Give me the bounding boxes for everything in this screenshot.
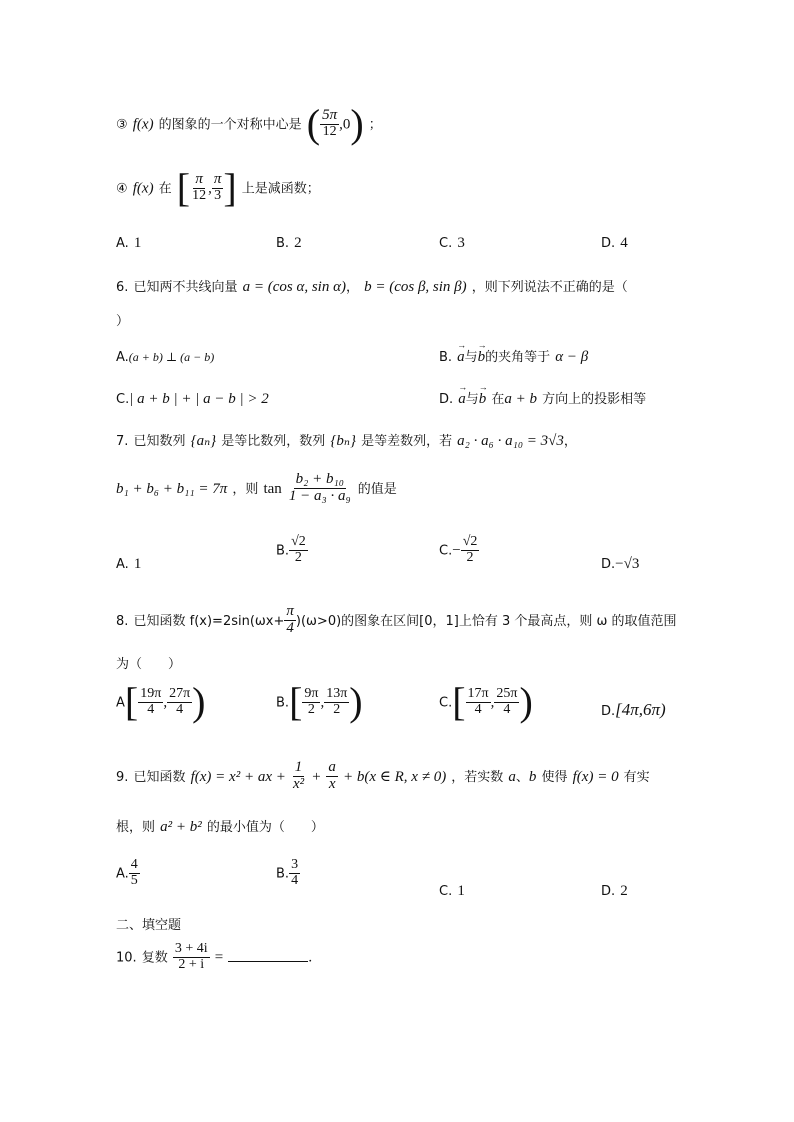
q5-option-b[interactable]: B. 2 <box>276 235 302 251</box>
q5-option-c[interactable]: C. 3 <box>439 235 465 251</box>
point-tail: ,0 <box>339 116 351 133</box>
section-title: 二、填空题 <box>116 918 182 933</box>
q6-text1: 已知两不共线向量 <box>133 280 238 295</box>
q9-option-a[interactable]: A. $\frac{4}{5}$ <box>116 857 138 888</box>
q6-option-d[interactable]: D. → a与→ b 在a + b 方向上的投影相等 <box>439 388 646 408</box>
q9-stem-line1: 9. 已知函数 f(x) = x² + ax + $\frac{1}{\text{x²}}$ + $\frac{a}{x}$ + b(x ∈ R, x ≠ 0) ，若实数 a、b 使得 f(x) = 0 有实 <box>116 759 650 792</box>
vector-b-definition: b = (cos β, sin β) <box>364 279 467 295</box>
q6-text2: ，则下列说法不正确的是（ <box>471 280 628 295</box>
q7-stem-line2: b₁ + b₆ + b₁₁ = 7π ，则 tan $\frac{\text{b₂ + b₁₀}}{\text{1 − a₃ · a₉}}$ 的值是 <box>116 471 397 504</box>
q10-stem: 10. 复数 $\frac{3 + 4i}{2 + i}$ = . <box>116 941 313 972</box>
tan-argument-fraction: $\frac{\text{b₂ + b₁₀}}{\text{1 − a₃ · a₉}}$ <box>288 471 351 504</box>
q6-option-b[interactable]: B. → a与→ b的夹角等于 α − β <box>439 346 588 366</box>
q6-option-c[interactable]: C.| a + b | + | a − b | > 2 <box>116 391 269 407</box>
question-number: 8. <box>116 613 129 629</box>
condition-sum: b₁ + b₆ + b₁₁ = 7π <box>116 480 228 497</box>
circled-number-4: ④ <box>116 181 128 197</box>
question-number: 10 <box>116 950 133 966</box>
circled-number-3: ③ <box>116 117 128 133</box>
q7-option-d[interactable]: D.−√3 <box>601 556 640 572</box>
q5-option-d[interactable]: D. 4 <box>601 235 628 251</box>
q6-stem: 6. 已知两不共线向量 a = (cos α, sin α)， b = (cos β, sin β) ，则下列说法不正确的是（ <box>116 279 628 295</box>
q6-stem-end: ） <box>116 314 130 329</box>
fraction-pi-3: $\frac{\pi}{3}$ <box>213 171 222 204</box>
q6-option-a[interactable]: A.(a + b) ⊥ (a − b) <box>116 350 215 365</box>
q9-option-b[interactable]: B. $\frac{3}{4}$ <box>276 857 299 888</box>
q7-stem-line1: 7. 已知数列 {aₙ} 是等比数列，数列 {bₙ} 是等差数列，若 a₂ · a₆ · a₁₀ = 3√3， <box>116 433 577 449</box>
q9-stem-line2: 根，则 a² + b² 的最小值为（ ） <box>116 819 324 835</box>
complex-fraction: $\frac{3 + 4i}{2 + i}$ <box>174 941 208 972</box>
fraction-pi-12: $\frac{\pi}{12}$ <box>192 171 207 204</box>
question-number: 9. <box>116 769 129 785</box>
sequence-b: {bₙ} <box>330 433 356 449</box>
fx-symbol: f(x) <box>132 116 154 133</box>
question-number: 7. <box>116 434 129 449</box>
q7-option-b[interactable]: B. $\frac{√2}{2}$ <box>276 534 306 565</box>
left-paren: ( <box>306 101 321 146</box>
semicolon: ； <box>368 117 382 133</box>
q7-option-c[interactable]: C.− $\frac{√2}{2}$ <box>439 534 478 565</box>
q9-option-d[interactable]: D. 2 <box>601 883 628 899</box>
q8-option-d[interactable]: D.[4π,6π) <box>601 700 666 719</box>
q5-item4-text: 上是减函数； <box>241 181 320 197</box>
q5-option-a[interactable]: A. 1 <box>116 235 142 251</box>
q5-item4: ④ f(x) 在 [ $\frac{\pi}{12}$ , $\frac{\pi}{3}$ ] 上是减函数； <box>116 165 320 210</box>
q8-option-b[interactable]: B.[ $\frac{9\pi}{2}$ , $\frac{13\pi}{2}$ ) <box>276 679 363 724</box>
tan-function: tan <box>263 480 282 497</box>
right-bracket: ] <box>223 165 237 210</box>
question-number: 6. <box>116 280 129 295</box>
q8-stem-line2: 为（ ） <box>116 657 182 672</box>
fraction-pi-4: $\frac{\pi}{4}$ <box>286 603 294 636</box>
in-word: 在 <box>158 181 172 197</box>
vector-a-definition: a = (cos α, sin α) <box>242 279 346 295</box>
condition-product: a₂ · a₆ · a₁₀ = 3√3 <box>457 433 564 449</box>
q8-stem-line1: 8. 已知函数 f(x)=2sin(ωx+ $\frac{\pi}{4}$ )(ω>0)的图象在区间[0，1]上恰有 3 个最高点，则 ω 的取值范围 <box>116 603 677 636</box>
q9-option-c[interactable]: C. 1 <box>439 883 465 899</box>
sequence-a: {aₙ} <box>190 433 217 449</box>
left-bracket: [ <box>176 165 191 210</box>
fx-symbol: f(x) <box>132 180 154 197</box>
q8-option-c[interactable]: C.[ $\frac{17\pi}{4}$ , $\frac{25\pi}{4}$ ) <box>439 679 533 724</box>
function-definition-lead: f(x) = x² + ax + <box>190 768 286 785</box>
q5-item3 <box>116 101 382 146</box>
answer-blank[interactable] <box>228 947 308 962</box>
q8-option-a[interactable]: A[ $\frac{19\pi}{4}$ , $\frac{27\pi}{4}$ ) <box>116 679 206 724</box>
right-paren: ) <box>350 101 364 146</box>
fraction-5pi-12: $\frac{5\pi}{12}$ <box>322 107 338 140</box>
q5-item3-text: 的图象的一个对称中心是 <box>158 117 302 133</box>
q7-option-a[interactable]: A. 1 <box>116 556 142 572</box>
